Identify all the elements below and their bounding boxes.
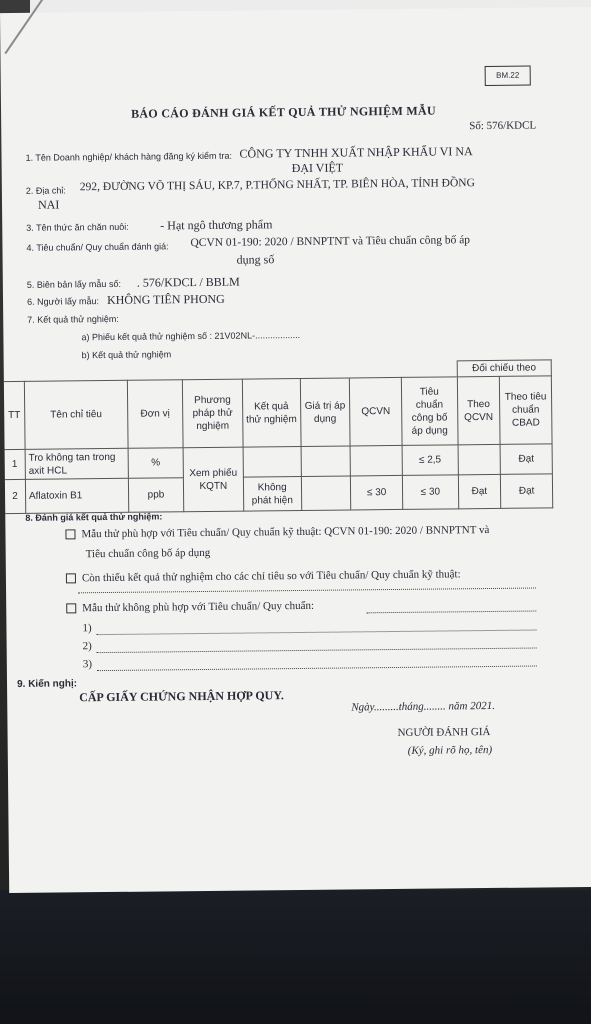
item5-value: . 576/KDCL / BBLM — [136, 274, 240, 290]
row2-std: ≤ 30 — [402, 475, 458, 510]
row2-name: Aflatoxin B1 — [25, 478, 128, 513]
item5-label: 5. Biên bản lấy mẫu số: — [26, 278, 121, 290]
row2-applied — [301, 476, 351, 511]
header-by-qcvn: Theo QCVN — [457, 376, 500, 444]
item4-value-line1: QCVN 01-190: 2020 / BNNPTNT và Tiêu chuẩn công bố áp — [190, 234, 471, 250]
row2-unit: ppb — [128, 478, 183, 513]
report-sheet — [0, 7, 591, 893]
document-title: BÁO CÁO ĐÁNH GIÁ KẾT QUẢ THỬ NGHIỆM MẪU — [131, 103, 436, 121]
section8-label: 8. Đánh giá kết quả thử nghiệm: — [25, 511, 163, 523]
item2-label: 2. Địa chỉ: — [25, 185, 66, 196]
row1-by-qcvn — [458, 444, 501, 474]
option1-line1: Mẫu thử phù hợp với Tiêu chuẩn/ Quy chuẩn kỹ thuật: QCVN 01-190: 2020 / BNNPTNT và — [81, 523, 490, 541]
list-item-3: 3) — [82, 658, 93, 671]
row1-tt: 1 — [5, 449, 26, 479]
item1-value-line2: ĐẠI VIỆT — [291, 160, 344, 176]
signature-date: Ngày.........tháng........ năm 2021. — [351, 699, 495, 714]
item1-value-line1: CÔNG TY TNHH XUẤT NHẬP KHẨU VI NA — [239, 144, 473, 161]
option1-line2: Tiêu chuẩn công bố áp dụng — [85, 546, 211, 561]
dotted-line — [97, 666, 537, 672]
dotted-line — [78, 588, 536, 594]
header-method: Phương pháp thử nghiệm — [182, 379, 243, 448]
item6-label: 6. Người lấy mẫu: — [26, 296, 100, 307]
dotted-line — [366, 611, 536, 614]
item7b-text: b) Kết quả thử nghiệm — [81, 349, 172, 361]
row2-by-cbad: Đạt — [500, 474, 552, 509]
header-std: Tiêu chuẩn công bố áp dụng — [401, 377, 457, 446]
item4-label: 4. Tiêu chuẩn/ Quy chuẩn đánh giá: — [26, 241, 169, 253]
row2-tt: 2 — [5, 479, 26, 513]
signature-role: NGƯỜI ĐÁNH GIÁ — [397, 725, 491, 739]
item3-label: 3. Tên thức ăn chăn nuôi: — [26, 221, 129, 233]
header-name: Tên chỉ tiêu — [24, 380, 128, 449]
checkbox-missing-results[interactable] — [66, 574, 76, 584]
row1-std: ≤ 2,5 — [402, 445, 458, 476]
row-method: Xem phiếu KQTN — [183, 447, 244, 512]
results-table — [4, 359, 554, 514]
header-qcvn: QCVN — [349, 377, 402, 446]
row1-unit: % — [128, 448, 183, 479]
header-result: Kết quả thử nghiệm — [242, 378, 300, 447]
item7-label: 7. Kết quả thử nghiệm: — [27, 313, 119, 325]
row1-result — [243, 446, 301, 477]
row1-by-cbad: Đạt — [500, 444, 552, 475]
section8-option3 — [66, 600, 314, 615]
checkbox-compliant[interactable] — [65, 530, 75, 540]
item2-value-line1: 292, ĐƯỜNG VÕ THỊ SÁU, KP.7, P.THỐNG NHẤT, TP. BIÊN HÒA, TỈNH ĐỒNG — [79, 177, 475, 194]
item6-value: KHÔNG TIÊN PHONG — [106, 291, 225, 307]
row1-qcvn — [350, 445, 402, 476]
section9-label: 9. Kiến nghị: — [16, 678, 78, 690]
list-item-1: 1) — [82, 622, 92, 635]
option3-text: Mẫu thử không phù hợp với Tiêu chuẩn/ Quy chuẩn: — [82, 599, 315, 615]
signature-note: (Ký, ghi rõ họ, tên) — [407, 743, 493, 757]
item4-value-line2: dụng số — [236, 252, 275, 267]
header-unit: Đơn vị — [127, 380, 183, 449]
row2-result: Không phát hiện — [243, 476, 301, 511]
dotted-line — [97, 630, 537, 636]
item7a-text: a) Phiếu kết quả thử nghiệm số : 21V02NL-.................. — [81, 329, 301, 343]
row1-name: Tro không tan trong axit HCL — [25, 448, 128, 479]
form-code-box: BM.22 — [485, 66, 531, 86]
header-applied: Giá trị áp dụng — [300, 378, 350, 447]
table-row — [5, 474, 553, 514]
list-item-2: 2) — [82, 640, 92, 653]
section8-option1 — [65, 524, 489, 540]
checkbox-noncompliant[interactable] — [66, 604, 76, 614]
header-tt: TT — [4, 381, 25, 449]
report-number: Số: 576/KDCL — [469, 119, 537, 133]
row1-applied — [301, 446, 351, 477]
item1-label: 1. Tên Doanh nghiệp/ khách hàng đăng ký kiểm tra: — [25, 150, 233, 163]
header-by-cbad: Theo tiêu chuẩn CBAD — [499, 376, 552, 445]
header-compare: Đối chiếu theo — [457, 360, 552, 377]
item3-value: - Hạt ngô thương phẩm — [160, 217, 273, 233]
dark-fabric-surface — [0, 890, 591, 1024]
row2-qcvn: ≤ 30 — [351, 475, 403, 510]
item2-value-line2: NAI — [37, 197, 60, 212]
dotted-line — [97, 648, 537, 654]
option2-text: Còn thiếu kết quả thử nghiệm cho các chỉ tiêu so với Tiêu chuẩn/ Quy chuẩn kỹ thuật: — [81, 568, 461, 585]
row2-by-qcvn: Đạt — [458, 474, 501, 508]
section8-option2 — [66, 568, 461, 584]
section9-value: CẤP GIẤY CHỨNG NHẬN HỢP QUY. — [79, 688, 284, 705]
table-header-row — [4, 376, 552, 450]
